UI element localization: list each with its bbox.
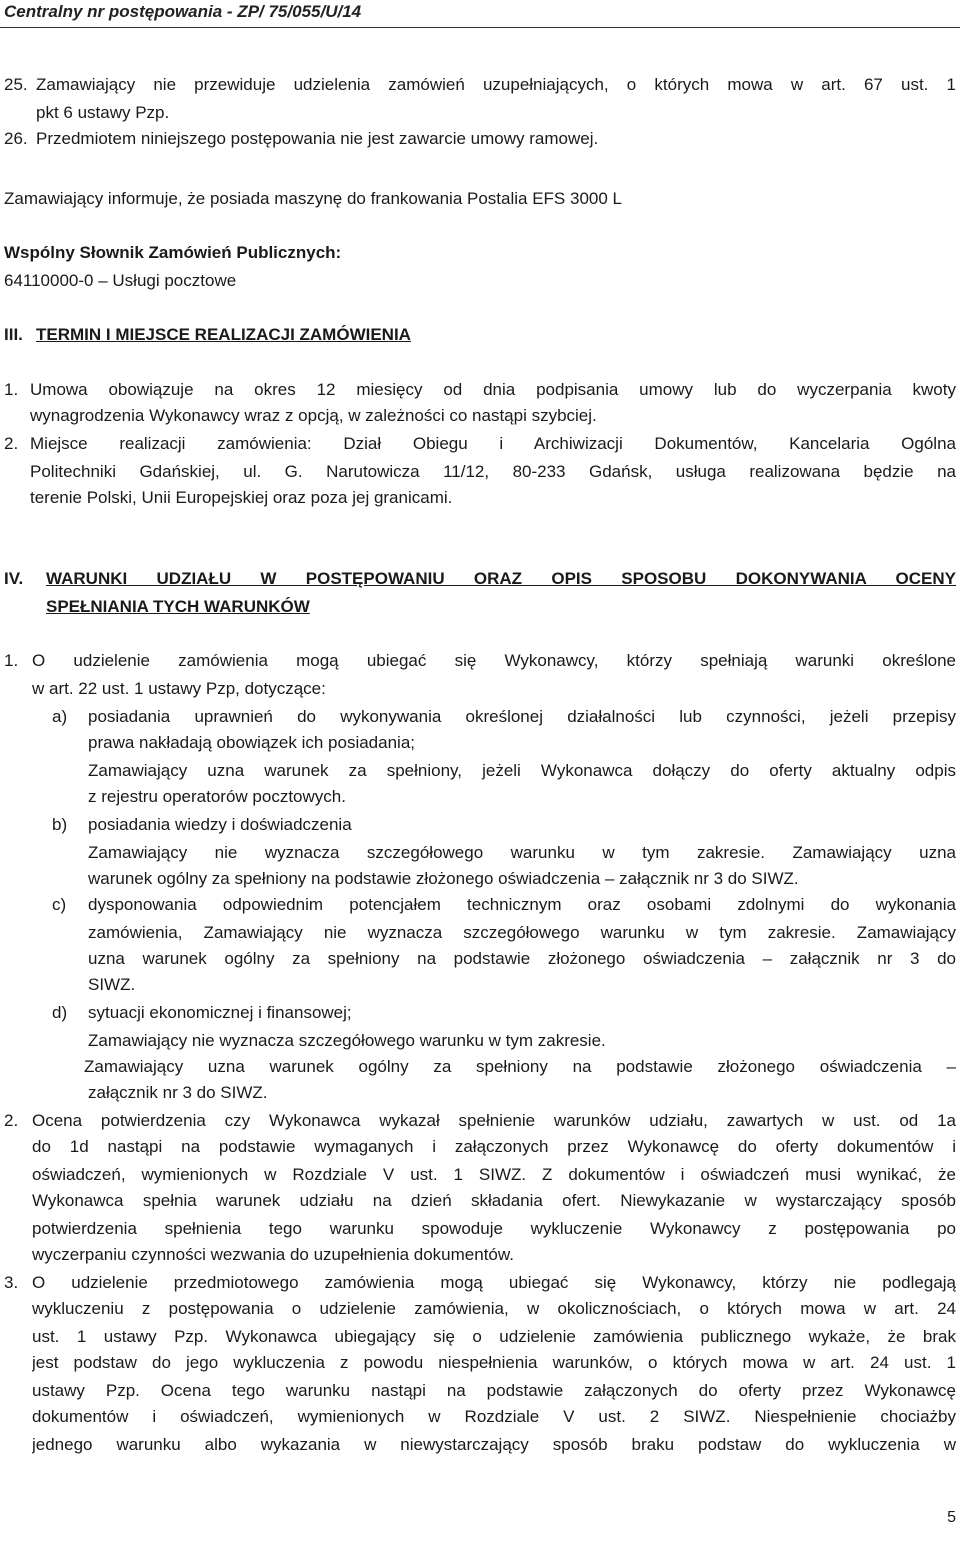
s4-p3-line-6: dokumentów i oświadczeń, wymienionych w Rozdziale V ust. 2 SIWZ. Niespełnienie chociażby (32, 1407, 956, 1426)
s4-p2-line-2: do 1d nastąpi na podstawie wymaganych i załączonych przez Wykonawcę do oferty dokumentów i (32, 1137, 956, 1156)
s4-d-line-2: Zamawiający nie wyznacza szczegółowego warunku w tym zakresie. (88, 1031, 606, 1050)
s4-d-line-4: załącznik nr 3 do SIWZ. (88, 1083, 268, 1102)
s4-p1-line-1: O udzielenie zamówienia mogą ubiegać się Wykonawcy, którzy spełniają warunki określone (32, 651, 956, 670)
s4-p1-line-2: w art. 22 ust. 1 ustawy Pzp, dotyczące: (32, 679, 326, 698)
s4-a-line-4: z rejestru operatorów pocztowych. (88, 787, 346, 806)
s4-c-line-2: zamówienia, Zamawiający nie wyznacza szczegółowego warunku w tym zakresie. Zamawiający (88, 923, 956, 942)
s4-p2-line-1: Ocena potwierdzenia czy Wykonawca wykazał spełnienie warunków udziału, zawartych w ust. od 1a (32, 1111, 956, 1130)
item-25-line-1: Zamawiający nie przewiduje udzielenia zamówień uzupełniających, o których mowa w art. 67 ust. 1 (36, 75, 956, 94)
s3-p2-number: 2. (4, 434, 19, 453)
s4-p2-line-6: wyczerpaniu czynności wezwania do uzupełnienia dokumentów. (32, 1245, 514, 1264)
item-26-text: Przedmiotem niniejszego postępowania nie jest zawarcie umowy ramowej. (36, 129, 599, 148)
s4-d-marker: d) (52, 1003, 68, 1022)
s4-p2-number: 2. (4, 1111, 19, 1130)
section-3-title: TERMIN I MIEJSCE REALIZACJI ZAMÓWIENIA (36, 325, 411, 344)
section-4-title-line-1: WARUNKI UDZIAŁU W POSTĘPOWANIU ORAZ OPIS SPOSOBU DOKONYWANIA OCENY (46, 569, 956, 588)
s4-c-line-4: SIWZ. (88, 975, 136, 994)
header-title: Centralny nr postępowania - ZP/ 75/055/U/14 (4, 2, 362, 21)
item-25-line-2: pkt 6 ustawy Pzp. (36, 103, 170, 122)
s3-p2-line-3: terenie Polski, Unii Europejskiej oraz poza jej granicami. (30, 488, 453, 507)
s4-c-line-1: dysponowania odpowiednim potencjałem technicznym oraz osobami zdolnymi do wykonania (88, 895, 956, 914)
section-4-number: IV. (4, 569, 24, 588)
header-rule (0, 27, 960, 28)
s3-p1-line-2: wynagrodzenia Wykonawcy wraz z opcją, w zależności co nastąpi szybciej. (30, 406, 597, 425)
s4-d-line-3: Zamawiający uzna warunek ogólny za spełniony na podstawie złożonego oświadczenia – (84, 1057, 956, 1076)
s4-p3-line-3: ust. 1 ustawy Pzp. Wykonawca ubiegający się o udzielenie zamówienia publicznego wykaże, że brak (32, 1327, 956, 1346)
s4-b-line-1: posiadania wiedzy i doświadczenia (88, 815, 352, 834)
s4-p2-line-4: Wykonawca spełnia warunek udziału na dzień składania ofert. Niewykazanie w wystarczający sposób (32, 1191, 956, 1210)
s3-p1-number: 1. (4, 380, 19, 399)
page-header (0, 0, 960, 30)
s4-d-line-1: sytuacji ekonomicznej i finansowej; (88, 1003, 352, 1022)
section-3-number: III. (4, 325, 23, 344)
section-4-title-line-2: SPEŁNIANIA TYCH WARUNKÓW (46, 597, 310, 616)
s4-a-marker: a) (52, 707, 68, 726)
s4-b-line-2: Zamawiający nie wyznacza szczegółowego warunku w tym zakresie. Zamawiający uzna (88, 843, 956, 862)
s4-b-line-3: warunek ogólny za spełniony na podstawie złożonego oświadczenia – załącznik nr 3 do SIWZ. (88, 869, 799, 888)
page-number: 5 (947, 1509, 956, 1526)
franking-machine-note: Zamawiający informuje, że posiada maszynę do frankowania Postalia EFS 3000 L (4, 189, 622, 208)
s4-p2-line-5: potwierdzenia spełnienia tego warunku spowoduje wykluczenie Wykonawcy z postępowania po (32, 1219, 956, 1238)
item-26-number: 26. (4, 129, 28, 148)
s4-a-line-2: prawa nakładają obowiązek ich posiadania; (88, 733, 415, 752)
cpv-label: Wspólny Słownik Zamówień Publicznych: (4, 243, 342, 262)
s4-b-marker: b) (52, 815, 68, 834)
s4-p1-number: 1. (4, 651, 19, 670)
s4-p3-line-5: ustawy Pzp. Ocena tego warunku nastąpi na podstawie załączonych do oferty przez Wykonawcę (32, 1381, 956, 1400)
s4-p2-line-3: oświadczeń, wymienionych w Rozdziale V ust. 1 SIWZ. Z dokumentów i oświadczeń musi wynikać, że (32, 1165, 956, 1184)
s3-p1-line-1: Umowa obowiązuje na okres 12 miesięcy od dnia podpisania umowy lub do wyczerpania kwoty (30, 380, 956, 399)
s4-p3-line-7: jednego warunku albo wykazania w niewystarczający sposób braku podstaw do wykluczenia w (32, 1435, 956, 1454)
s4-a-line-1: posiadania uprawnień do wykonywania określonej działalności lub czynności, jeżeli przepisy (88, 707, 956, 726)
item-25-number: 25. (4, 75, 28, 94)
s4-p3-number: 3. (4, 1273, 19, 1292)
s4-p3-line-2: wykluczeniu z postępowania o udzielenie zamówienia, w okolicznościach, o których mowa w art. 24 (32, 1299, 956, 1318)
cpv-code: 64110000-0 – Usługi pocztowe (4, 271, 237, 290)
s3-p2-line-1: Miejsce realizacji zamówienia: Dział Obiegu i Archiwizacji Dokumentów, Kancelaria Ogólna (30, 434, 956, 453)
s4-p3-line-4: jest podstaw do jego wykluczenia z powodu niespełnienia warunków, o których mowa w art. 24 ust. 1 (32, 1353, 956, 1372)
s4-c-line-3: uzna warunek ogólny za spełniony na podstawie złożonego oświadczenia – załącznik nr 3 do (88, 949, 956, 968)
s4-c-marker: c) (52, 895, 67, 914)
s4-a-line-3: Zamawiający uzna warunek za spełniony, jeżeli Wykonawca dołączy do oferty aktualny odpis (88, 761, 956, 780)
s4-p3-line-1: O udzielenie przedmiotowego zamówienia mogą ubiegać się Wykonawcy, którzy nie podlegają (32, 1273, 956, 1292)
s3-p2-line-2: Politechniki Gdańskiej, ul. G. Narutowicza 11/12, 80-233 Gdańsk, usługa realizowana będzie na (30, 462, 956, 481)
